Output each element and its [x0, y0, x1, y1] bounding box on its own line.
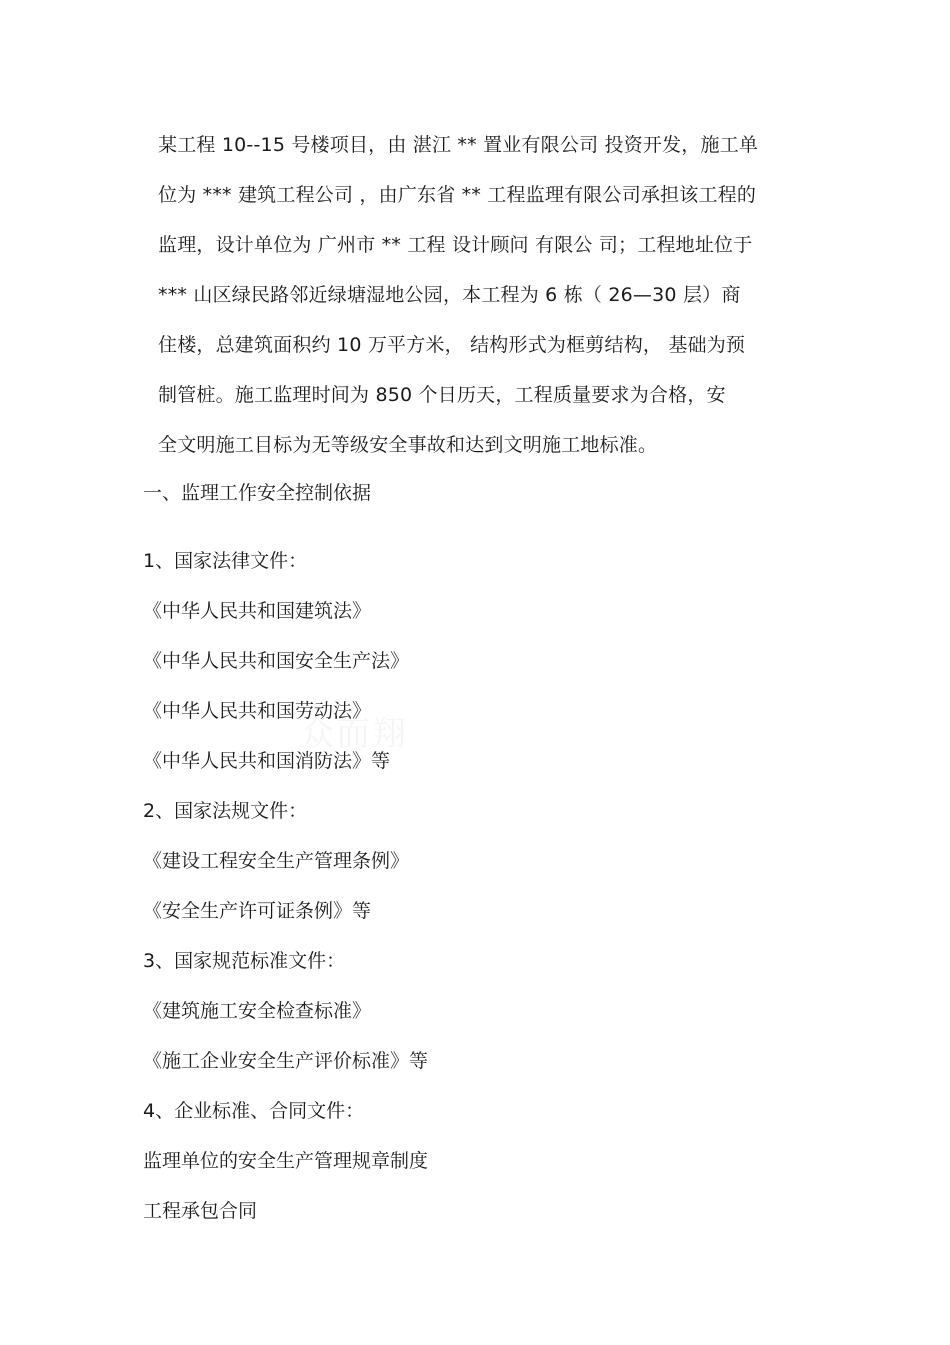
list-heading: 4、企业标准、合同文件：	[143, 1100, 365, 1122]
list-heading: 1、国家法律文件：	[143, 550, 308, 572]
intro-line: 监理，设计单位为 广州市 ** 工程 设计顾问 有限公 司；工程地址位于	[158, 234, 753, 256]
list-item: 《中华人民共和国劳动法》	[143, 700, 372, 722]
list-heading: 2、国家法规文件：	[143, 800, 308, 822]
intro-line: 某工程 10--15 号楼项目，由 湛江 ** 置业有限公司 投资开发，施工单	[158, 134, 759, 156]
list-item: 《建设工程安全生产管理条例》	[143, 850, 410, 872]
list-item: 《施工企业安全生产评价标准》等	[143, 1050, 429, 1072]
section-heading: 一、监理工作安全控制依据	[143, 482, 372, 504]
watermark: 众而翔	[300, 714, 408, 754]
list-item: 《中华人民共和国消防法》等	[143, 750, 391, 772]
intro-line: *** 山区绿民路邻近绿塘湿地公园，本工程为 6 栋（ 26—30 层）商	[158, 284, 741, 306]
list-item: 《中华人民共和国建筑法》	[143, 600, 372, 622]
intro-line: 全文明施工目标为无等级安全事故和达到文明施工地标准。	[158, 434, 658, 456]
list-item: 《建筑施工安全检查标准》	[143, 1000, 372, 1022]
list-item: 工程承包合同	[143, 1200, 258, 1222]
intro-line: 制管桩。施工监理时间为 850 个日历天，工程质量要求为合格，安	[158, 384, 726, 406]
list-item: 《安全生产许可证条例》等	[143, 900, 372, 922]
list-item: 《中华人民共和国安全生产法》	[143, 650, 410, 672]
list-heading: 3、国家规范标准文件：	[143, 950, 346, 972]
intro-paragraph	[158, 120, 806, 470]
intro-line: 住楼，总建筑面积约 10 万平方米， 结构形式为框剪结构， 基础为预	[158, 334, 746, 356]
list-item: 监理单位的安全生产管理规章制度	[143, 1150, 429, 1172]
intro-line: 位为 *** 建筑工程公司 ，由广东省 ** 工程监理有限公司承担该工程的	[158, 184, 757, 206]
